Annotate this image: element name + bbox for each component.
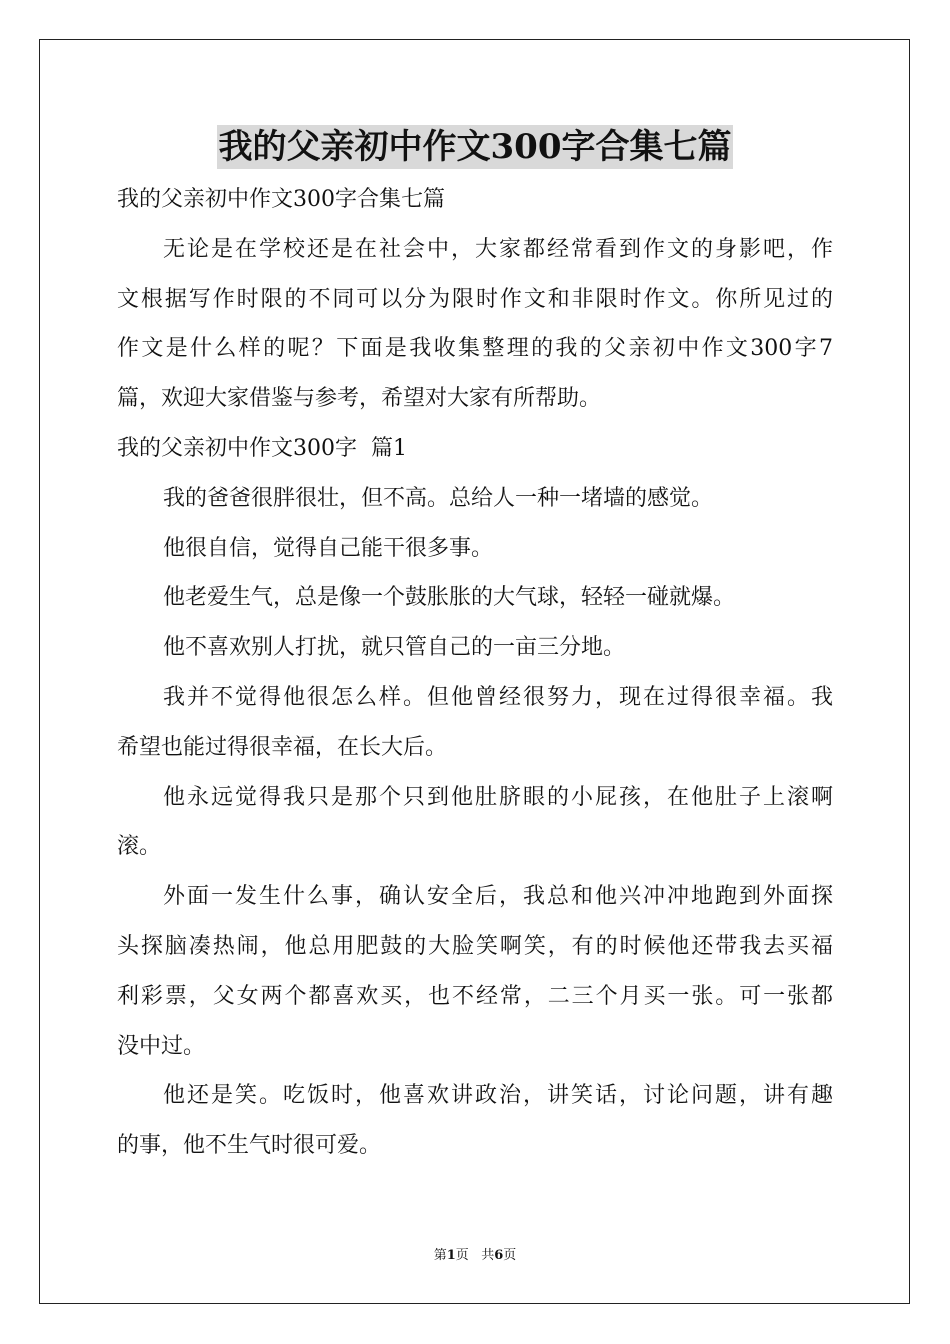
text-line: 他永远觉得我只是那个只到他肚脐眼的小屁孩，在他肚子上滚啊 xyxy=(163,784,833,810)
page-footer xyxy=(0,1246,950,1266)
page-number: 1 xyxy=(446,1248,456,1263)
paragraph: 我的爸爸很胖很壮，但不高。总给人一种一堵墙的感觉。 xyxy=(163,485,714,511)
paragraph xyxy=(117,1071,833,1171)
text-line: 头探脑凑热闹，他总用肥鼓的大脸笑啊笑，有的时候他还带我去买福 xyxy=(117,933,833,959)
text-line: 他还是笑。吃饭时，他喜欢讲政治，讲笑话，讨论问题，讲有趣 xyxy=(163,1083,833,1109)
text-line: 无论是在学校还是在社会中，大家都经常看到作文的身影吧，作 xyxy=(163,236,833,262)
text-line: 的事，他不生气时很可爱。 xyxy=(117,1133,382,1159)
text-line: 篇，欢迎大家借鉴与参考，希望对大家有所帮助。 xyxy=(117,386,602,412)
page-prefix: 第 xyxy=(433,1248,447,1263)
text-line: 我并不觉得他很怎么样。但他曾经很努力，现在过得很幸福。我 xyxy=(163,684,833,710)
text-line: 利彩票，父女两个都喜欢买，也不经常，二三个月买一张。可一张都 xyxy=(117,983,833,1009)
title-container xyxy=(0,125,950,169)
paragraph: 他老爱生气，总是像一个鼓胀胀的大气球，轻轻一碰就爆。 xyxy=(163,585,736,611)
intro-paragraph xyxy=(117,225,833,424)
paragraph xyxy=(117,673,833,773)
document-title: 我的父亲初中作文300字合集七篇 xyxy=(218,127,732,167)
text-line: 希望也能过得很幸福，在长大后。 xyxy=(117,734,448,760)
text-line: 滚。 xyxy=(117,834,162,860)
total-suffix: 页 xyxy=(503,1248,517,1263)
page-suffix: 页 xyxy=(455,1248,469,1263)
document-body xyxy=(117,175,833,1171)
paragraph: 他很自信，觉得自己能干很多事。 xyxy=(163,535,494,561)
text-line: 外面一发生什么事，确认安全后，我总和他兴冲冲地跑到外面探 xyxy=(163,884,833,910)
total-prefix: 共 xyxy=(481,1248,495,1263)
text-line: 文根据写作时限的不同可以分为限时作文和非限时作文。你所见过的 xyxy=(117,286,833,312)
total-pages: 6 xyxy=(494,1248,504,1263)
paragraph xyxy=(117,773,833,873)
paragraph: 他不喜欢别人打扰，就只管自己的一亩三分地。 xyxy=(163,635,626,661)
text-line: 没中过。 xyxy=(117,1033,206,1059)
paragraph xyxy=(117,872,833,1071)
section-heading: 我的父亲初中作文300字 篇1 xyxy=(117,435,407,461)
subtitle: 我的父亲初中作文300字合集七篇 xyxy=(117,187,445,212)
text-line: 作文是什么样的呢？下面是我收集整理的我的父亲初中作文300字7 xyxy=(117,336,833,362)
